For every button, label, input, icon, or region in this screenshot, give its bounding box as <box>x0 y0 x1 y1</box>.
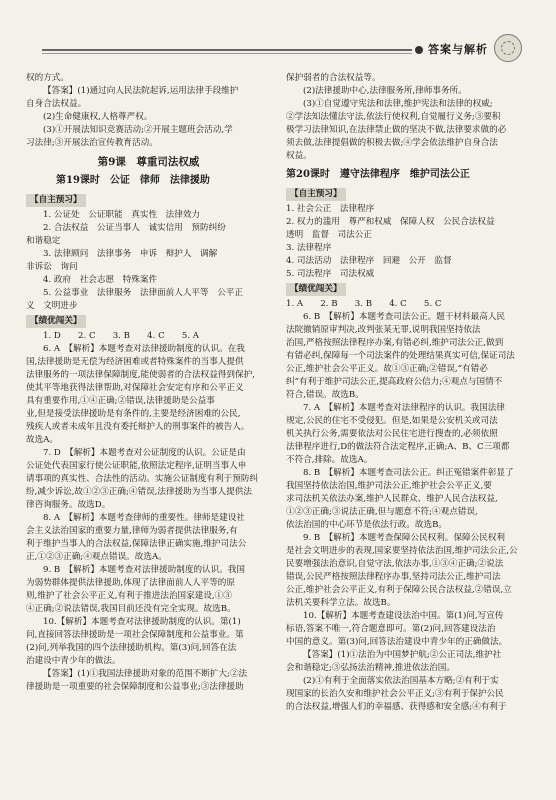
text-line: 2. 合法权益 公证当事人 诚实信用 预防纠纷 <box>43 223 226 233</box>
header-rule-thin <box>42 53 412 54</box>
text-line: 【答案】(1)①我国法律援助对象的范围不断扩大;②法 <box>43 669 248 679</box>
text-line: 不符合,排除。故选A。 <box>286 455 373 465</box>
text-line: 自身合法权益。 <box>26 99 87 109</box>
text-line: 法律服务的一项法律保障制度,能使弱者的合法权益得到保护, <box>26 370 255 380</box>
header-logo-icon <box>494 34 522 62</box>
text-line: 义 文明进步 <box>26 301 78 311</box>
text-line: 须去做,法律提倡做的积极去做;④学会依法维护自身合法 <box>286 138 498 148</box>
text-line: 10.【解析】本题考查建设法治中国。第(1)问,写宣传 <box>303 611 504 621</box>
text-line: 纠”有利于维护司法公正,提高政府公信力;④观点与国情不 <box>286 377 503 387</box>
text-line: 会和谐稳定;③弘扬法治精神,推进依法治国。 <box>286 663 455 673</box>
text-line: 7. A 【解析】本题考查对法律程序的认识。我国法律 <box>303 403 505 413</box>
text-line: 的合法权益,增强人们的幸福感、获得感和安全感;④有利于 <box>286 702 507 712</box>
text-line: 法律程序进行,D的做法符合法定程序,正确;A、B、C三项都 <box>286 442 510 452</box>
text-line: 9. B 【解析】本题考查对法律援助制度的认识。我国 <box>43 565 246 575</box>
text-line: 5. 司法程序 司法权威 <box>286 269 375 279</box>
text-line: 2. 权力的滥用 尊严和权威 保障人权 公民合法权益 <box>286 217 495 227</box>
text-line: 3. 法律程序 <box>286 243 332 253</box>
text-line: 符合,错误。故选B。 <box>286 390 364 400</box>
left-column <box>26 72 271 694</box>
section-heading-row <box>26 313 271 330</box>
text-line: 利于维护当事人的合法权益,保障法律正确实施,维护司法公 <box>26 539 247 549</box>
text-line: 错误,公民严格按照法律程序办事,坚持司法公正,维护司法 <box>286 572 501 582</box>
page-header <box>42 38 542 62</box>
text-line: 故选A。 <box>26 435 58 445</box>
text-line: 1. 公证处 公证职能 真实性 法律效力 <box>43 210 201 220</box>
text-line: 8. B 【解析】本题考查司法公正。纠正冤错案件彰显了 <box>303 468 514 478</box>
text-line: 10.【解析】本题考查对法律援助制度的认识。第(1) <box>43 617 241 627</box>
text-line: 残疾人或者未成年且没有委托辩护人的刑事案件的被告人。 <box>26 422 250 432</box>
text-line: (3)①开展法知识竞赛活动;②开展主题班会活动,学 <box>43 125 233 135</box>
right-column <box>286 72 532 714</box>
watermark-logo <box>484 770 542 792</box>
text-line: ②学法知法懂法守法,依法行使权利,自觉履行义务;③要积 <box>286 112 501 122</box>
text-line: 我国坚持依法治国,维护司法公正,维护社会公平正义,要 <box>286 481 492 491</box>
text-line: 使其平等地获得法律帮助,对保障社会安定有序和公平正义 <box>26 383 244 393</box>
section-heading: 【绩优闯关】 <box>286 283 346 296</box>
text-line: 【答案】(1)通过向人民法院起诉,运用法律手段维护 <box>43 86 239 96</box>
section-heading-row <box>286 281 532 298</box>
text-line: 现国家的长治久安和维护社会公平正义;③有利于保护公民 <box>286 689 504 699</box>
text-line: 治国,严格按照法律程序办案,有错必纠,维护司法公正,做到 <box>286 338 504 348</box>
text-line: 纷,减少诉讼,故①②③正确;④错误,法律援助为当事人提供法 <box>26 487 252 497</box>
text-line: 保护弱者的合法权益等。 <box>286 73 381 83</box>
text-line: 极学习法律知识,在法律禁止做的坚决不做,法律要求做的必 <box>286 125 507 135</box>
text-line: 1. 社会公正 法律程序 <box>286 204 375 214</box>
text-line: 公正,维护社会公平正义。故①③正确;②错误,“有错必 <box>286 364 488 374</box>
text-line: 律援助是一项重要的社会保障制度和公益事业;③法律援助 <box>26 682 244 692</box>
text-line: 治建设中青少年的做法。 <box>26 656 121 666</box>
text-line: 为弱势群体提供法律援助,体现了法律面前人人平等的原 <box>26 578 235 588</box>
section-heading-row <box>26 192 271 209</box>
text-line: ④正确;②说法错误,我国目前还没有完全实现。故选B。 <box>26 604 236 614</box>
text-line: 公证处代表国家行使公证职能,依照法定程序,证明当事人申 <box>26 461 247 471</box>
text-line: 问,直接回答法律援助是一项社会保障制度和公益事业。第 <box>26 630 244 640</box>
text-line: 1. D 2. C 3. B 4. C 5. A <box>43 331 199 341</box>
text-line: 1. A 2. B 3. B 4. C 5. C <box>286 299 442 309</box>
text-line: 法机关要科学立法。故选B。 <box>286 598 396 608</box>
text-line: (2)问,列举我国的四个法律援助机构。第(3)问,回答在法 <box>26 643 237 653</box>
text-line: 民要增强法治意识,自觉守法,依法办事,①③④正确;②说法 <box>286 559 504 569</box>
text-line: 6. B 【解析】本题考查司法公正。题干材料最高人民 <box>303 312 506 322</box>
section-heading-row <box>286 186 532 203</box>
text-line: 是社会文明进步的表现,国家要坚持依法治国,维护司法公正,公 <box>286 546 518 556</box>
text-line: 9. B 【解析】本题考查保障公民权利。保障公民权利 <box>303 533 506 543</box>
text-line: 业,但是接受法律援助是有条件的,主要是经济困难的公民, <box>26 409 241 419</box>
text-line: 透明 监督 司法公正 <box>286 230 372 240</box>
text-line: 有错必纠,保障每一个司法案件的处理结果真实可信,保证司法 <box>286 351 515 361</box>
text-line: 具有重要作用,①④正确;②错误,法律援助是公益事 <box>26 396 215 406</box>
text-line: 5. 公益事业 法律服务 法律面前人人平等 公平正 <box>43 288 243 298</box>
text-line: 标语,答案不唯一,符合题意即可。第(2)问,回答建设法治 <box>286 624 496 634</box>
text-line: 依法治国的中心环节是依法行政。故选B。 <box>286 520 448 530</box>
text-line: 请事项的真实性、合法性的活动。实施公证制度有利于预防纠 <box>26 474 259 484</box>
header-rule <box>42 49 412 51</box>
text-line: 中国的意义。第(3)问,回答法治建设中青少年的正确做法。 <box>286 637 508 647</box>
text-line: 律咨询服务。故选D。 <box>26 500 111 510</box>
text-line: 7. D 【解析】本题考查对公证制度的认识。公证是由 <box>43 448 246 458</box>
text-line: (2)法律援助中心,法律服务所,律师事务所。 <box>303 86 467 96</box>
text-line: ①②③正确;③说法正确,但与题意不符;④观点错误, <box>286 507 478 517</box>
text-line: 和谐稳定 <box>26 236 61 246</box>
section-heading: 【绩优闯关】 <box>26 315 86 328</box>
header-dot-icon <box>415 46 423 54</box>
text-line: 法院撤销原审判决,改判张某无罪,说明我国坚持依法 <box>286 325 481 335</box>
text-line: (2)①有利于全面落实依法治国基本方略;②有利于实 <box>303 676 499 686</box>
lesson-subtitle: 第19课时 公证 律师 法律援助 <box>56 175 210 186</box>
text-line: 4. 司法活动 法律程序 回避 公开 监督 <box>286 256 452 266</box>
text-line: (3)①自觉遵守宪法和法律,维护宪法和法律的权威; <box>303 99 493 109</box>
text-line: 正,①②③正确;④观点错误。故选A。 <box>26 552 167 562</box>
text-line: 8. A 【解析】本题考查律师的重要性。律师是建设社 <box>43 513 245 523</box>
text-line: 则,维护了社会公平正义,有利于推进法治国家建设,①③ <box>26 591 232 601</box>
text-line: 3. 法律顾问 法律事务 申诉 辩护人 调解 <box>43 249 218 259</box>
text-line: 6. A 【解析】本题考查对法律援助制度的认识。在我 <box>43 344 245 354</box>
header-title: 答案与解析 <box>428 43 488 56</box>
text-line: 求司法机关依法办案,维护人民群众、维护人民合法权益, <box>286 494 498 504</box>
lesson-title: 第9课 尊重司法权威 <box>97 156 200 168</box>
text-line: 权益。 <box>286 151 312 161</box>
text-line: 习法律;③开展法治宣传教育活动。 <box>26 138 158 148</box>
text-line: 公正,维护社会公平正义,有利于保障公民合法权益,②错误,立 <box>286 585 512 595</box>
lesson-subtitle: 第20课时 遵守法律程序 维护司法公正 <box>286 169 470 180</box>
text-line: 权的方式。 <box>26 73 69 83</box>
text-line: 非诉讼 询问 <box>26 262 78 272</box>
text-line: 国,法律援助是无偿为经济困难或者特殊案件的当事人提供 <box>26 357 244 367</box>
section-heading: 【自主预习】 <box>26 194 86 207</box>
section-heading: 【自主预习】 <box>286 188 346 201</box>
text-line: 规定,公民的住宅不受侵犯。但是,如果是公安机关或司法 <box>286 416 498 426</box>
text-line: 4. 政府 社会志愿 特殊案件 <box>43 275 158 285</box>
text-line: 【答案】(1)①法治为中国梦护航;②公正司法,维护社 <box>303 650 502 660</box>
text-line: 会主义法治国家的重要力量,律师为弱者提供法律服务,有 <box>26 526 238 536</box>
text-line: 机关执行公务,需要依法对公民住宅进行搜查的,必须依照 <box>286 429 498 439</box>
text-line: (2)生命健康权,人格尊严权。 <box>43 112 153 122</box>
